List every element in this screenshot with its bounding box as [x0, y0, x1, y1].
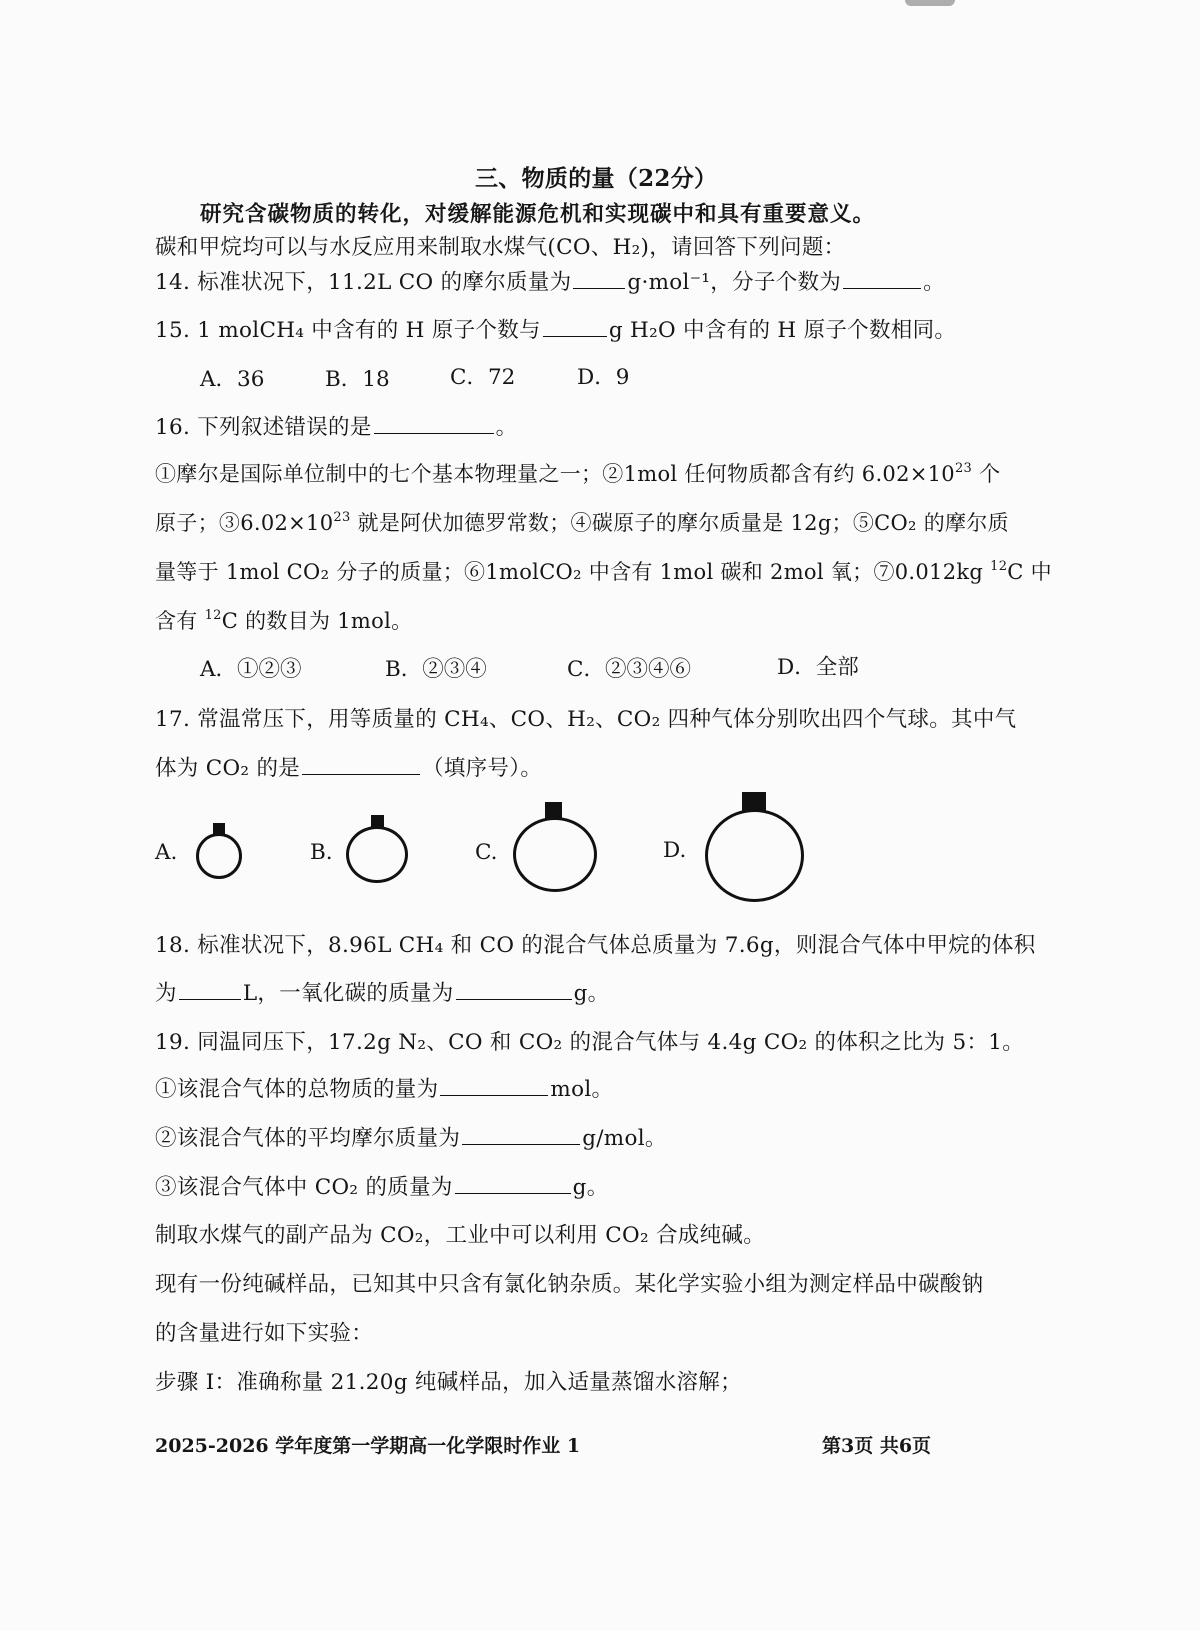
- page-number: 第3页 共6页: [822, 1435, 932, 1457]
- balloon-b: [346, 826, 408, 883]
- q14-text-2: g·mol⁻¹，分子个数为: [627, 270, 842, 295]
- q16-line1-exponent: 23: [954, 460, 973, 476]
- q15-option-b[interactable]: B．18: [325, 367, 390, 392]
- q16-blank[interactable]: [374, 432, 494, 434]
- q19-sub-1: [155, 1072, 613, 1103]
- q19-sub3-unit: g。: [572, 1175, 609, 1200]
- q16-statement-line-3: [155, 556, 1052, 586]
- question-14: [155, 265, 945, 296]
- question-15: [155, 313, 956, 344]
- q19-sub2-unit: g/mol。: [582, 1126, 667, 1151]
- balloon-d: [705, 809, 804, 902]
- q19-sub2-text: ②该混合气体的平均摩尔质量为: [155, 1126, 461, 1151]
- intro-line: 碳和甲烷均可以与水反应用来制取水煤气(CO、H₂)，请回答下列问题：: [155, 235, 846, 260]
- q18-text-2: L，一氧化碳的质量为: [242, 981, 454, 1006]
- q16-line1-a: ①摩尔是国际单位制中的七个基本物理量之一；②1mol 任何物质都含有约 6.02×10: [155, 462, 955, 486]
- q15-blank[interactable]: [543, 335, 607, 337]
- q19-blank-total-moles[interactable]: [440, 1094, 548, 1096]
- q19-sub-3: [155, 1170, 609, 1201]
- question-16: [155, 410, 517, 441]
- q19-sub3-text: ③该混合气体中 CO₂ 的质量为: [155, 1175, 453, 1200]
- question-18-line-1: 18. 标准状况下，8.96L CH₄ 和 CO 的混合气体总质量为 7.6g，则混合气体中甲烷的体积: [155, 933, 1036, 958]
- q16-line3-isotope: 12: [990, 558, 1008, 574]
- q18-text-3: g。: [573, 981, 610, 1006]
- q16-stem: 16. 下列叙述错误的是: [155, 415, 372, 440]
- q18-text-1: 为: [155, 981, 177, 1006]
- balloon-label-c[interactable]: C.: [475, 840, 498, 865]
- q14-blank-molar-mass[interactable]: [573, 287, 625, 289]
- q16-statement-line-1: [155, 458, 1000, 488]
- context-step-1: 步骤 I：准确称量 21.20g 纯碱样品，加入适量蒸馏水溶解；: [155, 1370, 742, 1395]
- question-17-line-2: [155, 751, 542, 782]
- q16-option-b[interactable]: B．②③④: [385, 657, 487, 682]
- scan-artifact: [905, 0, 955, 6]
- q16-line4-b: C 的数目为 1mol。: [221, 609, 413, 633]
- section-title: 三、物质的量（22分）: [475, 165, 718, 192]
- q15-text-2: g H₂O 中含有的 H 原子个数相同。: [608, 318, 957, 343]
- q18-blank-mass[interactable]: [456, 998, 572, 1000]
- balloon-a: [196, 833, 242, 879]
- q16-statement-line-2: [155, 507, 1009, 537]
- q16-line1-b: 个: [972, 462, 1001, 486]
- q19-blank-co2-mass[interactable]: [455, 1192, 571, 1194]
- q16-option-d[interactable]: D．全部: [777, 655, 859, 680]
- q19-sub-2: [155, 1121, 667, 1152]
- q16-line3-b: C 中: [1007, 560, 1052, 584]
- q17-text-2: （填序号）。: [422, 756, 543, 781]
- q16-line2-b: 就是阿伏加德罗常数；④碳原子的摩尔质量是 12g；⑤CO₂ 的摩尔质: [350, 511, 1009, 535]
- q14-blank-molecule-count[interactable]: [843, 287, 921, 289]
- q18-blank-volume[interactable]: [179, 998, 241, 1000]
- q19-sub1-text: ①该混合气体的总物质的量为: [155, 1077, 439, 1102]
- q16-line4-a: 含有: [155, 609, 205, 633]
- q15-text-1: 15. 1 molCH₄ 中含有的 H 原子个数与: [155, 318, 541, 343]
- q14-text-1: 14. 标准状况下，11.2L CO 的摩尔质量为: [155, 270, 572, 295]
- footer-title: 2025-2026 学年度第一学期高一化学限时作业 1: [155, 1435, 581, 1457]
- q15-option-a[interactable]: A．36: [200, 367, 265, 392]
- q19-sub1-unit: mol。: [550, 1077, 614, 1102]
- balloon-label-a[interactable]: A.: [155, 840, 178, 865]
- context-line-3: 的含量进行如下实验：: [155, 1321, 374, 1346]
- question-18-line-2: [155, 976, 609, 1007]
- balloon-label-b[interactable]: B.: [310, 840, 333, 865]
- balloon-label-d[interactable]: D.: [663, 838, 687, 863]
- intro-lead: 研究含碳物质的转化，对缓解能源危机和实现碳中和具有重要意义。: [200, 202, 876, 227]
- q17-blank[interactable]: [302, 773, 420, 775]
- q15-option-c[interactable]: C．72: [450, 365, 516, 390]
- q16-option-c[interactable]: C．②③④⑥: [567, 657, 691, 682]
- q17-text-1: 体为 CO₂ 的是: [155, 756, 301, 781]
- question-17-line-1: 17. 常温常压下，用等质量的 CH₄、CO、H₂、CO₂ 四种气体分别吹出四个气球。其中气: [155, 707, 1017, 732]
- q14-text-3: 。: [923, 270, 945, 295]
- q16-line2-a: 原子；③6.02×10: [155, 511, 334, 535]
- question-19-stem: 19. 同温同压下，17.2g N₂、CO 和 CO₂ 的混合气体与 4.4g CO₂ 的体积之比为 5：1。: [155, 1030, 1025, 1055]
- q19-blank-molar-mass[interactable]: [462, 1143, 580, 1145]
- balloon-c: [513, 817, 597, 892]
- q15-option-d[interactable]: D．9: [577, 365, 630, 390]
- context-line-2: 现有一份纯碱样品，已知其中只含有氯化钠杂质。某化学实验小组为测定样品中碳酸钠: [155, 1272, 984, 1297]
- q16-line4-isotope: 12: [204, 607, 222, 623]
- q16-line2-exponent: 23: [333, 509, 351, 525]
- q16-statement-line-4: [155, 605, 412, 635]
- q16-line3-a: 量等于 1mol CO₂ 分子的质量；⑥1molCO₂ 中含有 1mol 碳和 2mol 氧；⑦0.012kg: [155, 560, 991, 584]
- q16-stem-end: 。: [495, 415, 518, 440]
- context-line-1: 制取水煤气的副产品为 CO₂，工业中可以利用 CO₂ 合成纯碱。: [155, 1223, 765, 1248]
- q16-option-a[interactable]: A．①②③: [200, 657, 302, 682]
